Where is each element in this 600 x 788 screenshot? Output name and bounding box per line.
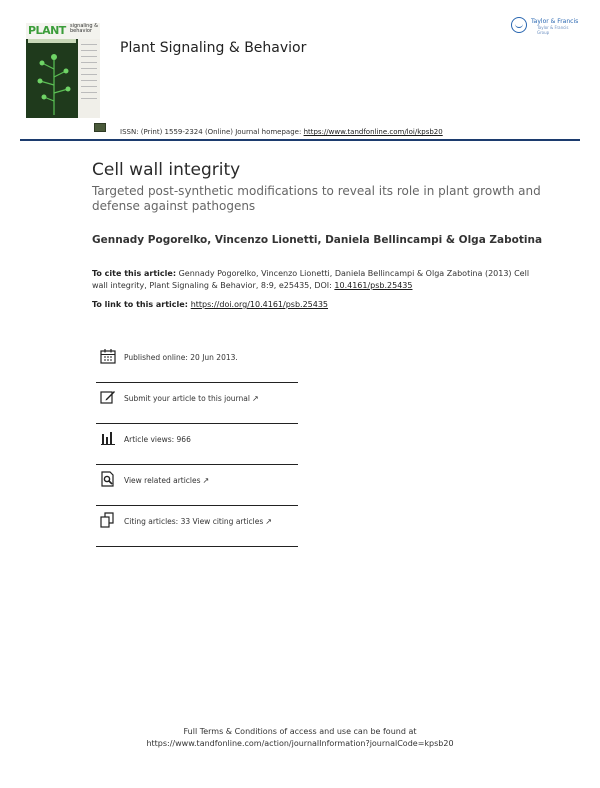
list-item-views (96, 424, 298, 465)
footer-terms-text: Full Terms & Conditions of access and use can be found at (183, 727, 417, 736)
list-item-citing[interactable] (96, 506, 298, 547)
calendar-icon (100, 348, 116, 364)
plant-illustration (32, 49, 76, 115)
footer (0, 726, 600, 750)
article-link-block (92, 300, 328, 309)
header-divider (20, 139, 580, 141)
external-link-icon: ↗ (265, 517, 272, 526)
article-views: Article views: 966 (124, 435, 191, 444)
list-item-published (96, 342, 298, 383)
published-date: Published online: 20 Jun 2013. (124, 353, 238, 362)
taylor-francis-icon (511, 17, 527, 33)
citation-label: To cite this article: (92, 269, 177, 278)
cover-logo-side: signaling & behavior (70, 23, 99, 34)
external-link-icon: ↗ (202, 476, 210, 485)
search-doc-icon (100, 471, 116, 487)
article-authors: Gennady Pogorelko, Vincenzo Lionetti, Daniela Bellincampi & Olga Zabotina (92, 234, 543, 246)
article-doi-link[interactable]: https://doi.org/10.4161/psb.25435 (190, 300, 329, 309)
journal-homepage-link[interactable]: https://www.tandfonline.com/loi/kpsb20 (303, 128, 443, 136)
citation-block (92, 268, 542, 292)
list-item-submit[interactable] (96, 383, 298, 424)
journal-title: Plant Signaling & Behavior (120, 40, 307, 56)
publisher-group: Taylor & Francis Group (537, 25, 569, 35)
related-articles-link[interactable]: View related articles (124, 476, 201, 485)
journal-mini-icon (94, 123, 106, 132)
journal-cover-image (26, 23, 100, 118)
issn-label: ISSN: (Print) 1559-2324 (Online) Journal homepage: (120, 128, 304, 136)
bar-chart-icon (100, 430, 116, 446)
citation-text: Gennady Pogorelko, Vincenzo Lionetti, Daniela Bellincampi & Olga Zabotina (2013) Cell wall integrity, Plant Signaling & Behavior, 8:9, e25435, DOI: (92, 269, 530, 290)
article-subtitle: Targeted post-synthetic modifications to reveal its role in plant growth and defense against pathogens (92, 184, 541, 213)
citation-doi-link[interactable]: 10.4161/psb.25435 (334, 281, 413, 290)
article-title: Cell wall integrity (92, 160, 241, 180)
footer-terms-url[interactable]: https://www.tandfonline.com/action/journalInformation?journalCode=kpsb20 (146, 739, 454, 748)
list-item-related[interactable] (96, 465, 298, 506)
edit-icon (100, 389, 116, 405)
external-link-icon: ↗ (251, 394, 259, 403)
publisher-logo[interactable] (511, 17, 581, 35)
publisher-name: Taylor & Francis (531, 18, 579, 25)
citing-articles-link[interactable]: Citing articles: 33 View citing articles (124, 517, 264, 526)
cover-logo-text: PLANT (28, 24, 66, 37)
article-info-list (96, 342, 298, 547)
submit-article-link[interactable]: Submit your article to this journal (124, 394, 250, 403)
article-link-label: To link to this article: (92, 300, 191, 309)
citing-icon (100, 512, 116, 528)
issn-line (120, 128, 443, 136)
